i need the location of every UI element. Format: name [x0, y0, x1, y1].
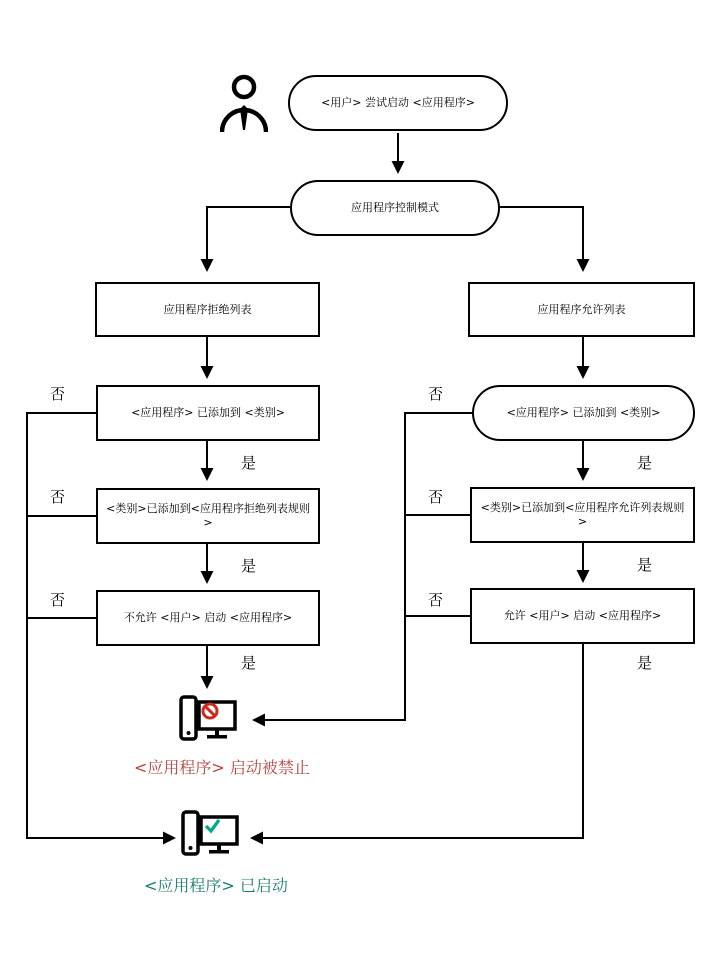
computer-blocked-icon — [179, 695, 237, 745]
node-allow-category-in-rules: <类别>已添加到<应用程序允许列表规则> — [470, 487, 695, 543]
node-user-attempt: <用户> 尝试启动 <应用程序> — [288, 75, 508, 131]
edge-label-no: 否 — [428, 385, 444, 403]
started-result-label: <应用程序> 已启动 — [144, 876, 288, 895]
edge-label-yes: 是 — [637, 454, 653, 472]
node-control-mode: 应用程序控制模式 — [290, 180, 500, 236]
edge-label-no: 否 — [50, 385, 66, 403]
user-icon — [220, 74, 268, 134]
edge-label-no: 否 — [428, 591, 444, 609]
edge-label-yes: 是 — [637, 556, 653, 574]
edge-label-no: 否 — [428, 488, 444, 506]
computer-started-icon — [181, 810, 239, 860]
edge-label-yes: 是 — [241, 454, 257, 472]
node-allow-user-allowed: 允许 <用户> 启动 <应用程序> — [470, 588, 695, 644]
edge-label-no: 否 — [50, 591, 66, 609]
edge-label-no: 否 — [50, 488, 66, 506]
edge-label-yes: 是 — [241, 654, 257, 672]
blocked-result-label: <应用程序> 启动被禁止 — [134, 758, 310, 777]
node-allow-app-in-category: <应用程序> 已添加到 <类别> — [472, 385, 695, 441]
edge-label-yes: 是 — [241, 557, 257, 575]
node-deny-app-in-category: <应用程序> 已添加到 <类别> — [96, 385, 320, 441]
node-deny-category-in-rules: <类别>已添加到<应用程序拒绝列表规则> — [96, 488, 320, 544]
node-deny-user-not-allowed: 不允许 <用户> 启动 <应用程序> — [96, 590, 320, 646]
node-denylist: 应用程序拒绝列表 — [95, 282, 320, 337]
edge-label-yes: 是 — [637, 654, 653, 672]
node-allowlist: 应用程序允许列表 — [468, 282, 695, 337]
